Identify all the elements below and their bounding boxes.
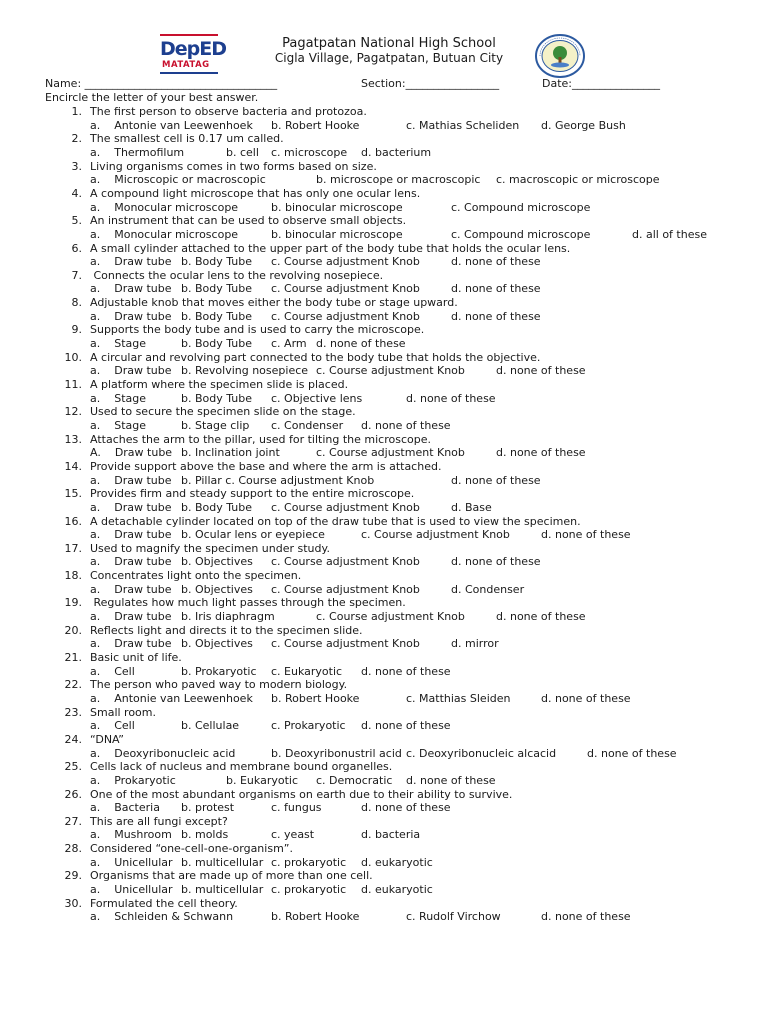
answer-option[interactable]: a. Stage (90, 337, 147, 351)
answer-option[interactable]: c. Condenser (271, 418, 344, 432)
answer-option[interactable]: a. Mushroom (90, 828, 172, 842)
question-text: A compound light microscope that has only one ocular lens. (90, 186, 421, 200)
options-line (0, 364, 768, 377)
question-text: Living organisms comes in two forms based on size. (90, 159, 377, 173)
question-line (0, 869, 768, 882)
question-line (0, 651, 768, 664)
question-line (0, 405, 768, 418)
answer-option[interactable]: b. Body Tube (181, 391, 253, 405)
question-number: 15. (64, 487, 82, 501)
question-text: Adjustable knob that moves either the body tube or stage upward. (90, 296, 458, 310)
question-line (0, 132, 768, 145)
question-text: Connects the ocular lens to the revolving nosepiece. (90, 268, 384, 282)
question-number: 18. (64, 569, 82, 583)
answer-option[interactable]: d. none of these (496, 364, 586, 378)
answer-option[interactable]: b. microscope or macroscopic (316, 173, 481, 187)
answer-option[interactable]: d. none of these (361, 418, 451, 432)
answer-option[interactable]: b. binocular microscope (271, 200, 403, 214)
section-field[interactable]: Section:_________________ (361, 77, 500, 90)
options-line (0, 828, 768, 841)
options-line (0, 201, 768, 214)
answer-option[interactable]: a. Draw tube (90, 582, 172, 596)
options-line (0, 392, 768, 405)
answer-option[interactable]: c. Compound microscope (451, 227, 591, 241)
question-number: 1. (71, 105, 82, 118)
answer-option[interactable]: a. Prokaryotic (90, 773, 176, 787)
answer-option[interactable]: c. Course adjustment Knob (271, 637, 420, 651)
options-line (0, 119, 768, 132)
answer-option[interactable]: a. Cell (90, 664, 135, 678)
question-number: 27. (64, 814, 82, 828)
answer-option[interactable]: b. Revolving nosepiece (181, 364, 309, 378)
question-number: 7. (71, 268, 82, 282)
question-number: 20. (64, 623, 82, 637)
options-line (0, 637, 768, 650)
answer-option[interactable]: b. Deoxyribonustril acid (271, 746, 402, 760)
logo-deped-word: DepED (160, 38, 227, 60)
answer-option[interactable]: c. Course adjustment Knob (271, 255, 420, 269)
answer-option[interactable]: a. Draw tube (90, 500, 172, 514)
answer-option[interactable]: b. Pillar c. Course adjustment Knob (181, 473, 375, 487)
answer-option[interactable]: c. Course adjustment Knob (271, 582, 420, 596)
question-number: 19. (64, 596, 82, 610)
answer-option[interactable]: c. fungus (271, 801, 322, 815)
answer-option[interactable]: d. George Bush (541, 118, 626, 132)
answer-option[interactable]: b. Body Tube (181, 282, 253, 296)
answer-option[interactable]: a. Draw tube (90, 364, 172, 378)
options-line (0, 474, 768, 487)
question-line (0, 323, 768, 336)
answer-option[interactable]: a. Draw tube (90, 610, 172, 624)
answer-option[interactable]: c. Course adjustment Knob (271, 500, 420, 514)
options-line (0, 173, 768, 186)
question-text: The smallest cell is 0.17 um called. (90, 132, 284, 146)
question-line (0, 596, 768, 609)
answer-option[interactable]: d. none of these (541, 691, 631, 705)
question-text: Formulated the cell theory. (90, 896, 238, 910)
answer-option[interactable]: d. Condenser (451, 582, 525, 596)
logo-bottom-bar (160, 72, 218, 74)
answer-option[interactable]: b. Iris diaphragm (181, 610, 275, 624)
question-number: 12. (64, 405, 82, 419)
answer-option[interactable]: b. Body Tube (181, 337, 253, 351)
answer-option[interactable]: b. multicellular (181, 883, 264, 897)
question-line (0, 815, 768, 828)
answer-option[interactable]: d. none of these (451, 555, 541, 569)
school-address: Cigla Village, Pagatpatan, Butuan City (274, 51, 504, 65)
question-number: 8. (71, 296, 82, 310)
answer-option[interactable]: b. Eukaryotic (226, 773, 298, 787)
answer-option[interactable]: c. Course adjustment Knob (316, 364, 465, 378)
answer-option[interactable]: b. Body Tube (181, 309, 253, 323)
options-line (0, 501, 768, 514)
answer-option[interactable]: b. Body Tube (181, 500, 253, 514)
question-text: One of the most abundant organisms on earth due to their ability to survive. (90, 787, 513, 801)
answer-option[interactable]: d. none of these (541, 910, 631, 924)
answer-option[interactable]: d. bacteria (361, 828, 421, 842)
answer-option[interactable]: a. Draw tube (90, 255, 172, 269)
answer-option[interactable]: c. Matthias Sleiden (406, 691, 511, 705)
answer-option[interactable]: d. all of these (632, 227, 707, 241)
answer-option[interactable]: b. Inclination joint (181, 446, 280, 460)
answer-option[interactable]: b. Robert Hooke (271, 691, 360, 705)
date-field[interactable]: Date:________________ (542, 77, 660, 90)
answer-option[interactable]: a. Unicellular (90, 883, 173, 897)
question-text: Organisms that are made up of more than one cell. (90, 869, 373, 883)
answer-option[interactable]: a. Unicellular (90, 855, 173, 869)
answer-option[interactable]: d. none of these (361, 801, 451, 815)
question-number: 26. (64, 787, 82, 801)
question-number: 5. (71, 214, 82, 228)
options-line (0, 555, 768, 568)
options-line (0, 801, 768, 814)
question-text: Considered “one-cell-one-organism”. (90, 842, 293, 856)
answer-option[interactable]: A. Draw tube (90, 446, 173, 460)
question-text: The first person to observe bacteria and protozoa. (90, 105, 367, 118)
answer-option[interactable]: a. Antonie van Leewenhoek (90, 691, 253, 705)
answer-option[interactable]: c. yeast (271, 828, 315, 842)
answer-option[interactable]: a. Microscopic or macroscopic (90, 173, 266, 187)
answer-option[interactable]: c. Course adjustment Knob (271, 309, 420, 323)
answer-option[interactable]: c. Eukaryotic (271, 664, 343, 678)
instructions: Encircle the letter of your best answer. (45, 91, 259, 104)
question-line (0, 897, 768, 910)
answer-option[interactable]: d. bacterium (361, 145, 432, 159)
answer-option[interactable]: d. none of these (496, 610, 586, 624)
question-text: A detachable cylinder located on top of the draw tube that is used to view the specimen. (90, 514, 581, 528)
answer-option[interactable]: c. Mathias Scheliden (406, 118, 520, 132)
question-line (0, 160, 768, 173)
answer-option[interactable]: d. none of these (316, 337, 406, 351)
answer-option[interactable]: d. none of these (496, 446, 586, 460)
answer-option[interactable]: a. Draw tube (90, 637, 172, 651)
question-number: 30. (64, 896, 82, 910)
answer-option[interactable]: c. prokaryotic (271, 883, 347, 897)
answer-option[interactable]: d. eukaryotic (361, 855, 433, 869)
question-text: Used to magnify the specimen under study. (90, 541, 330, 555)
answer-option[interactable]: c. Course adjustment Knob (271, 555, 420, 569)
question-line (0, 105, 768, 118)
question-number: 6. (71, 241, 82, 255)
question-text: “DNA” (90, 732, 124, 746)
answer-option[interactable]: a. Monocular microscope (90, 200, 239, 214)
options-line (0, 910, 768, 923)
answer-option[interactable]: c. Course adjustment Knob (316, 610, 465, 624)
question-line (0, 487, 768, 500)
question-line (0, 269, 768, 282)
question-text: A platform where the specimen slide is placed. (90, 378, 349, 391)
answer-option[interactable]: c. macroscopic or microscope (496, 173, 660, 187)
question-line (0, 678, 768, 691)
options-line (0, 883, 768, 896)
question-number: 4. (71, 186, 82, 200)
question-line (0, 378, 768, 391)
question-text: A circular and revolving part connected to the body tube that holds the objective. (90, 350, 541, 364)
options-line (0, 146, 768, 159)
answer-option[interactable]: b. molds (181, 828, 229, 842)
answer-option[interactable]: d. none of these (451, 473, 541, 487)
options-line (0, 337, 768, 350)
question-line (0, 433, 768, 446)
question-line (0, 187, 768, 200)
answer-option[interactable]: d. none of these (451, 309, 541, 323)
school-seal-icon (534, 33, 586, 79)
options-line (0, 255, 768, 268)
question-text: Cells lack of nucleus and membrane bound organelles. (90, 760, 393, 774)
answer-option[interactable]: b. Objectives (181, 582, 253, 596)
answer-option[interactable]: b. Prokaryotic (181, 664, 257, 678)
answer-option[interactable]: c. Democratic (316, 773, 393, 787)
question-number: 23. (64, 705, 82, 719)
options-line (0, 528, 768, 541)
question-line (0, 242, 768, 255)
answer-option[interactable]: a. Draw tube (90, 282, 172, 296)
answer-option[interactable]: b. Body Tube (181, 255, 253, 269)
answer-option[interactable]: a. Draw tube (90, 528, 172, 542)
answer-option[interactable]: b. cell (226, 145, 259, 159)
school-name: Pagatpatan National High School (282, 36, 496, 51)
answer-option[interactable]: c. Compound microscope (451, 200, 591, 214)
answer-option[interactable]: b. Robert Hooke (271, 910, 360, 924)
answer-option[interactable]: b. Ocular lens or eyepiece (181, 528, 325, 542)
question-number: 16. (64, 514, 82, 528)
question-text: Concentrates light onto the specimen. (90, 569, 302, 583)
question-number: 9. (71, 323, 82, 337)
answer-option[interactable]: c. Prokaryotic (271, 719, 346, 733)
options-line (0, 310, 768, 323)
answer-option[interactable]: c. Rudolf Virchow (406, 910, 501, 924)
options-line (0, 228, 768, 241)
answer-option[interactable]: a. Thermofilum (90, 145, 185, 159)
options-line (0, 419, 768, 432)
answer-option[interactable]: d. none of these (541, 528, 631, 542)
question-number: 14. (64, 459, 82, 473)
answer-option[interactable]: a. Deoxyribonucleic acid (90, 746, 236, 760)
answer-option[interactable]: b. Stage clip (181, 418, 250, 432)
options-line (0, 856, 768, 869)
question-number: 28. (64, 842, 82, 856)
question-line (0, 351, 768, 364)
answer-option[interactable]: d. none of these (406, 773, 496, 787)
question-text: Regulates how much light passes through the specimen. (90, 596, 406, 610)
answer-option[interactable]: d. Base (451, 500, 492, 514)
answer-option[interactable]: b. Robert Hooke (271, 118, 360, 132)
answer-option[interactable]: d. mirror (451, 637, 499, 651)
question-line (0, 569, 768, 582)
answer-option[interactable]: a. Antonie van Leewenhoek (90, 118, 253, 132)
answer-option[interactable]: a. Draw tube (90, 473, 172, 487)
question-text: Basic unit of life. (90, 651, 182, 664)
question-text: Attaches the arm to the pillar, used for tilting the microscope. (90, 432, 431, 446)
answer-option[interactable]: d. none of these (406, 391, 496, 405)
question-number: 2. (71, 132, 82, 146)
answer-option[interactable]: a. Bacteria (90, 801, 160, 815)
options-line (0, 719, 768, 732)
options-line (0, 692, 768, 705)
answer-option[interactable]: b. Objectives (181, 555, 253, 569)
answer-option[interactable]: d. none of these (451, 255, 541, 269)
answer-option[interactable]: c. Objective lens (271, 391, 363, 405)
question-line (0, 296, 768, 309)
answer-option[interactable]: b. protest (181, 801, 235, 815)
question-line (0, 706, 768, 719)
logo-matatag-text: MATATAG (162, 60, 210, 70)
answer-option[interactable]: d. eukaryotic (361, 883, 433, 897)
question-number: 24. (64, 732, 82, 746)
question-number: 10. (64, 350, 82, 364)
answer-option[interactable]: b. multicellular (181, 855, 264, 869)
answer-option[interactable]: b. binocular microscope (271, 227, 403, 241)
question-text: The person who paved way to modern biology. (90, 678, 348, 692)
answer-option[interactable]: b. Cellulae (181, 719, 240, 733)
question-line (0, 460, 768, 473)
options-line (0, 747, 768, 760)
question-number: 13. (64, 432, 82, 446)
answer-option[interactable]: c. Course adjustment Knob (271, 282, 420, 296)
question-number: 17. (64, 541, 82, 555)
answer-option[interactable]: c. Deoxyribonucleic alcacid (406, 746, 557, 760)
question-text: Reflects light and directs it to the specimen slide. (90, 623, 363, 637)
answer-option[interactable]: c. microscope (271, 145, 348, 159)
question-line (0, 842, 768, 855)
answer-option[interactable]: a. Stage (90, 391, 147, 405)
answer-option[interactable]: c. Arm (271, 337, 307, 351)
answer-option[interactable]: a. Monocular microscope (90, 227, 239, 241)
question-text: An instrument that can be used to observe small objects. (90, 214, 407, 228)
answer-option[interactable]: d. none of these (361, 719, 451, 733)
question-number: 21. (64, 651, 82, 664)
answer-option[interactable]: b. Objectives (181, 637, 253, 651)
question-line (0, 214, 768, 227)
answer-option[interactable]: a. Draw tube (90, 309, 172, 323)
question-text: Provides firm and steady support to the entire microscope. (90, 487, 415, 501)
options-line (0, 610, 768, 623)
question-line (0, 760, 768, 773)
answer-option[interactable]: a. Cell (90, 719, 135, 733)
question-line (0, 542, 768, 555)
options-line (0, 282, 768, 295)
answer-option[interactable]: d. none of these (451, 282, 541, 296)
question-number: 3. (71, 159, 82, 173)
answer-option[interactable]: d. none of these (361, 664, 451, 678)
answer-option[interactable]: c. prokaryotic (271, 855, 347, 869)
name-field[interactable]: Name: ___________________________________ (45, 77, 278, 90)
question-text: Provide support above the base and where the arm is attached. (90, 459, 442, 473)
question-line (0, 788, 768, 801)
options-line (0, 665, 768, 678)
question-text: A small cylinder attached to the upper part of the body tube that holds the ocular lens. (90, 241, 571, 255)
question-line (0, 733, 768, 746)
question-number: 11. (64, 378, 82, 391)
question-text: This are all fungi except? (90, 814, 228, 828)
options-line (0, 446, 768, 459)
answer-option[interactable]: a. Schleiden & Schwann (90, 910, 234, 924)
question-text: Small room. (90, 705, 156, 719)
question-line (0, 624, 768, 637)
answer-option[interactable]: a. Draw tube (90, 555, 172, 569)
options-line (0, 774, 768, 787)
question-number: 29. (64, 869, 82, 883)
question-text: Supports the body tube and is used to carry the microscope. (90, 323, 425, 337)
question-number: 25. (64, 760, 82, 774)
question-number: 22. (64, 678, 82, 692)
question-line (0, 515, 768, 528)
options-line (0, 583, 768, 596)
answer-option[interactable]: d. none of these (587, 746, 677, 760)
answer-option[interactable]: c. Course adjustment Knob (361, 528, 510, 542)
answer-option[interactable]: c. Course adjustment Knob (316, 446, 465, 460)
question-text: Used to secure the specimen slide on the stage. (90, 405, 356, 419)
answer-option[interactable]: a. Stage (90, 418, 147, 432)
